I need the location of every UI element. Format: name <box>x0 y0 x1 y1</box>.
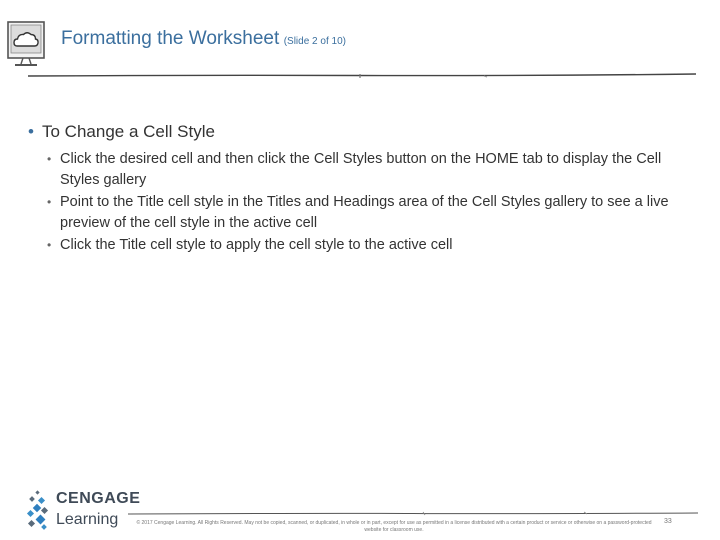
logo-wordmark-learning: Learning <box>56 511 119 528</box>
bullet-text: To Change a Cell Style <box>42 122 215 141</box>
page-number: 33 <box>664 518 672 525</box>
sub-bullet-text: Point to the Title cell style in the Titles and Headings area of the Cell Styles gallery to see a live preview of the cell style in the active cell <box>60 194 669 231</box>
slide-title-text: Formatting the Worksheet <box>61 28 280 49</box>
cengage-logo-mark-icon <box>26 489 52 533</box>
slide-indicator: (Slide 2 of 10) <box>283 36 346 47</box>
bullet-level-1 <box>28 121 696 143</box>
sub-bullet-dot: • <box>47 152 52 166</box>
title-underline <box>28 68 696 82</box>
sub-bullet-item <box>28 192 696 234</box>
bullet-dot: • <box>28 122 34 141</box>
sub-bullet-dot: • <box>47 195 52 209</box>
copyright-notice: © 2017 Cengage Learning. All Rights Reserved. May not be copied, scanned, or duplicated, in whole or in part, except for use as permitted in a license distributed with a certain product or service or otherwise on a password-protected website for classroom use. <box>136 520 652 533</box>
sub-bullet-item <box>28 235 696 256</box>
logo-wordmark-cengage: CENGAGE <box>56 490 141 507</box>
content-area <box>28 121 696 257</box>
footer-rule <box>128 509 698 517</box>
sub-bullet-text: Click the desired cell and then click the Cell Styles button on the HOME tab to display the Cell Styles gallery <box>60 151 662 188</box>
sub-bullet-list <box>28 149 696 256</box>
slide-title <box>61 28 346 50</box>
sub-bullet-item <box>28 149 696 191</box>
sub-bullet-dot: • <box>47 238 52 252</box>
cloud-computer-icon <box>6 20 46 68</box>
sub-bullet-text: Click the Title cell style to apply the cell style to the active cell <box>60 237 453 253</box>
